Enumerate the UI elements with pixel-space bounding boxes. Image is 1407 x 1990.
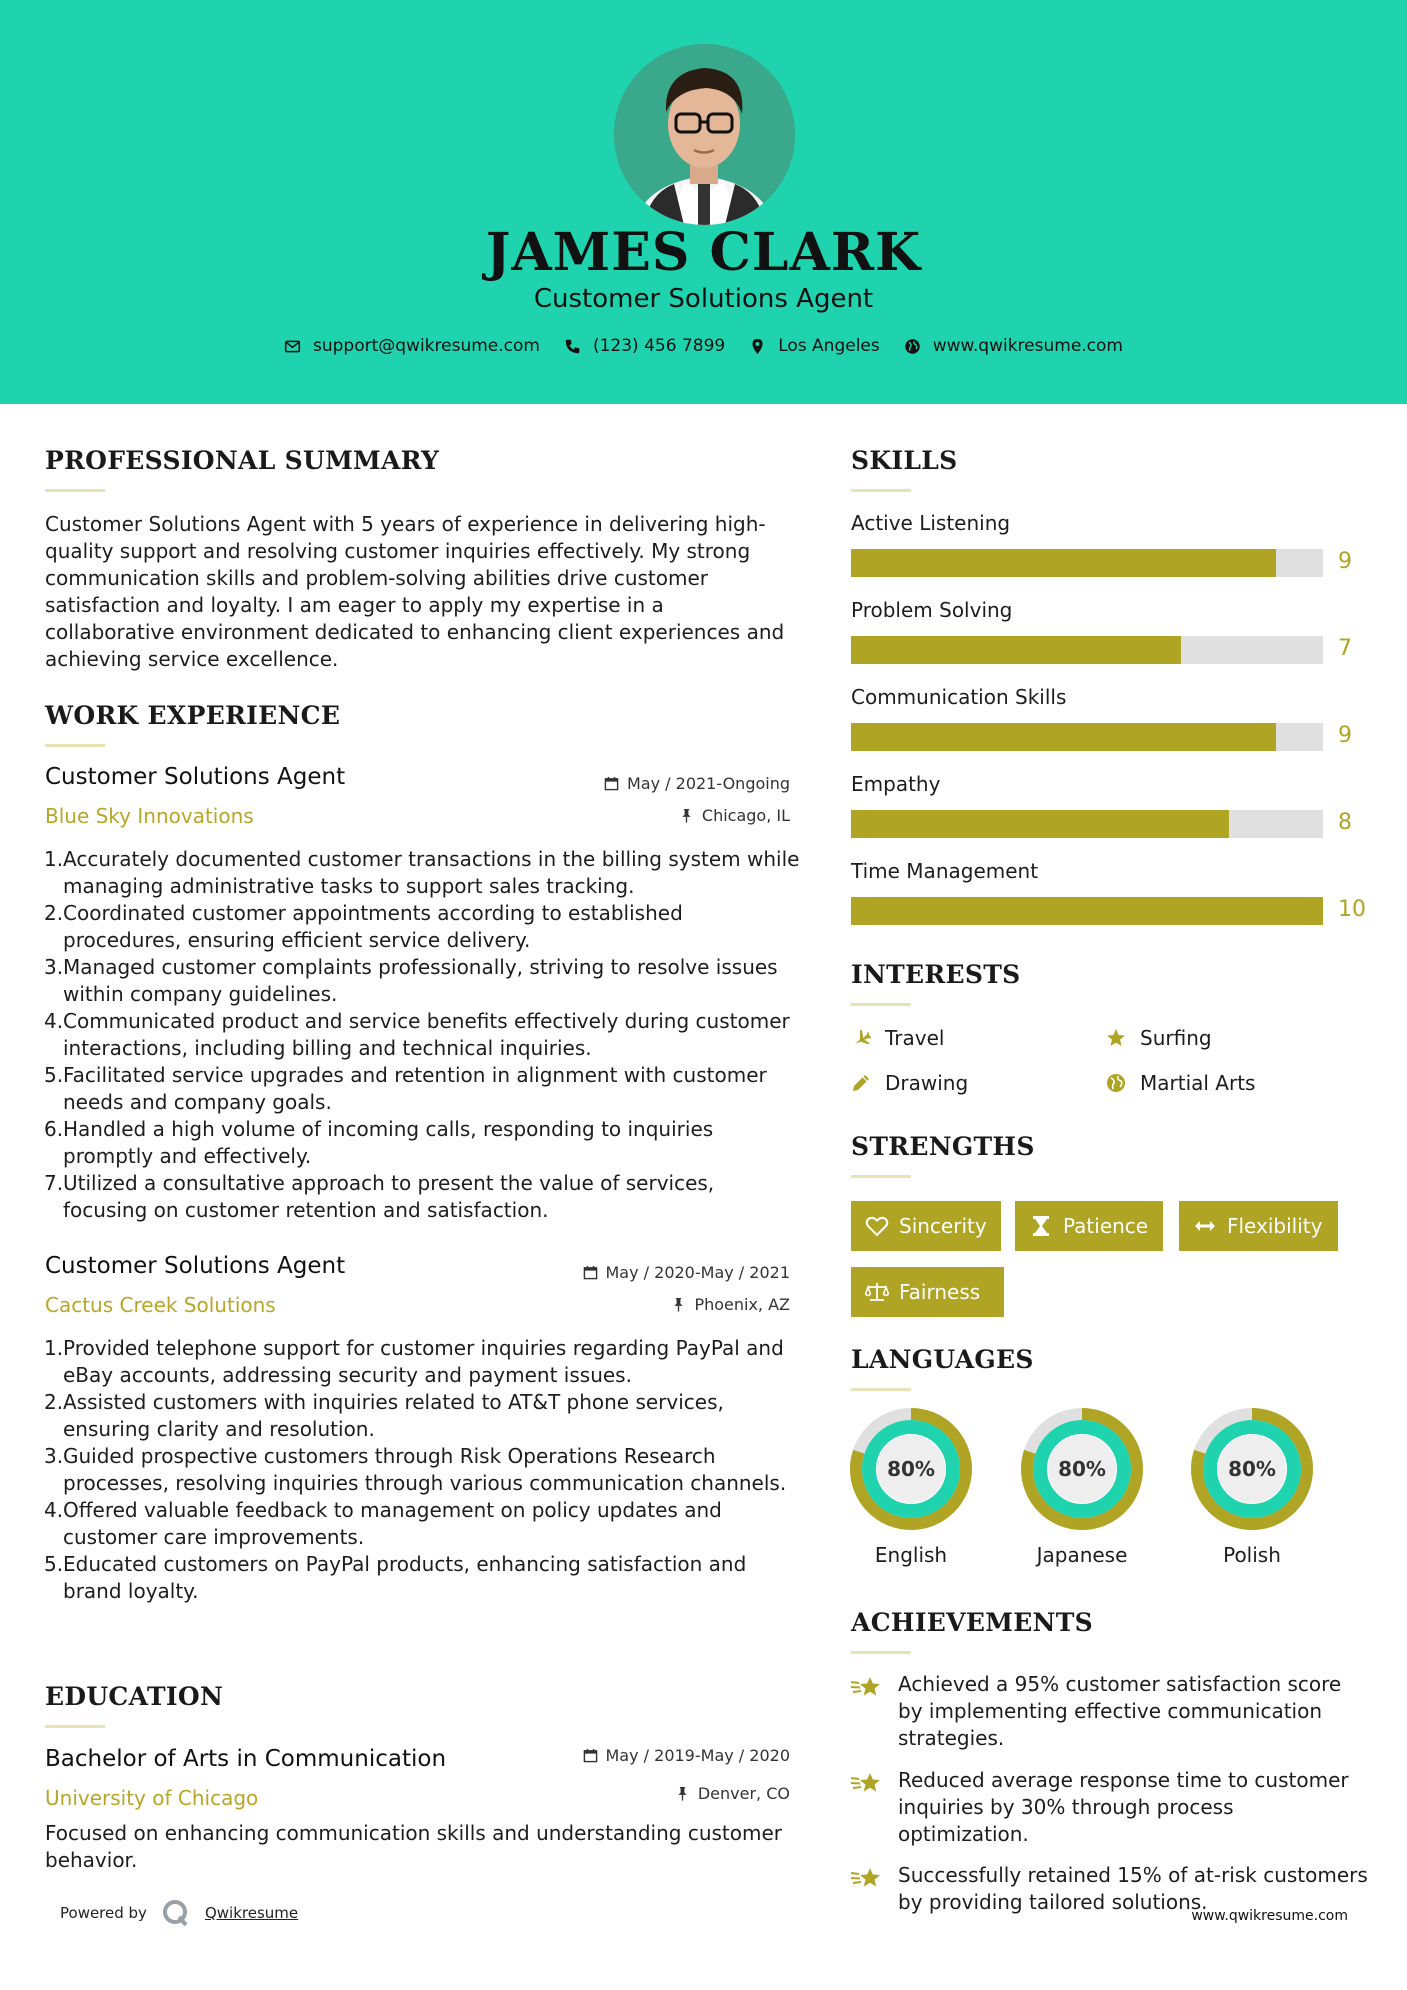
languages-rule [851, 1388, 911, 1391]
language-ring [849, 1407, 973, 1531]
language-item [1190, 1407, 1314, 1567]
language-percent: 80% [1228, 1457, 1276, 1481]
interest-label: Drawing [885, 1071, 969, 1095]
education-date [583, 1746, 791, 1765]
strength-flexibility [1179, 1201, 1338, 1251]
skill-value: 10 [1338, 897, 1366, 922]
calendar-icon [583, 1265, 598, 1280]
scale-icon [865, 1280, 889, 1304]
skills-rule [851, 489, 911, 492]
strength-label: Fairness [899, 1280, 981, 1304]
interest-label: Travel [885, 1026, 945, 1050]
language-name: English [874, 1543, 948, 1567]
language-percent: 80% [887, 1457, 935, 1481]
footer-branding [60, 1898, 298, 1928]
strength-label: Sincerity [899, 1214, 987, 1238]
language-name: Japanese [1036, 1543, 1128, 1567]
job-1-location [679, 806, 790, 825]
summary-rule [45, 489, 105, 492]
hourglass-icon [1029, 1214, 1053, 1238]
footer-site[interactable]: www.qwikresume.com [1191, 1908, 1348, 1924]
skill-bar-fill [851, 897, 1323, 925]
calendar-icon [583, 1748, 598, 1763]
list-item: Utilized a consultative approach to present the value of services, focusing on customer retention and satisfaction. [63, 1171, 715, 1222]
list-item: Communicated product and service benefits effectively during customer interactions, including billing and technical inquiries. [63, 1009, 790, 1060]
list-item: Managed customer complaints professionally, striving to resolve issues within company guidelines. [63, 955, 778, 1006]
skill-bar-track [851, 636, 1323, 664]
achievement-item [850, 1671, 1370, 1752]
skill-bar-fill [851, 810, 1229, 838]
strength-label: Patience [1063, 1214, 1149, 1238]
interest-label: Surfing [1140, 1026, 1212, 1050]
globe-icon [904, 338, 921, 355]
job-1-date-text: May / 2021-Ongoing [627, 774, 790, 793]
job-2-date-text: May / 2020-May / 2021 [605, 1263, 790, 1282]
star-icon [1106, 1028, 1126, 1048]
phone-icon [564, 338, 581, 355]
skill-label: Active Listening [851, 511, 1011, 535]
achievements-rule [851, 1651, 911, 1654]
job-2-location [671, 1295, 790, 1314]
summary-text: Customer Solutions Agent with 5 years of experience in delivering high-quality support and resolving customer inquiries effectively. My strong communication skills and problem-solving abilities drive customer satisfaction and loyalty. I am eager to apply my expertise in a collaborative environment dedicated to enhancing client experiences and achieving service excellence. [45, 512, 785, 671]
pushpin-icon [671, 1297, 686, 1312]
languages-heading: LANGUAGES [851, 1345, 1034, 1374]
language-name: Polish [1223, 1543, 1281, 1567]
achievement-text: Successfully retained 15% of at-risk customers by providing tailored solutions. [898, 1863, 1368, 1914]
education-date-text: May / 2019-May / 2020 [605, 1746, 790, 1765]
globe-icon [1106, 1073, 1126, 1093]
header-banner [0, 0, 1407, 404]
education-school: University of Chicago [45, 1786, 259, 1810]
language-item [849, 1407, 973, 1567]
strength-patience [1015, 1201, 1163, 1251]
shooting-star-icon [850, 1864, 884, 1894]
skill-bar-track [851, 549, 1323, 577]
strength-label: Flexibility [1227, 1214, 1323, 1238]
skill-bar-fill [851, 636, 1181, 664]
list-item: Facilitated service upgrades and retention in alignment with customer needs and company goals. [63, 1063, 767, 1114]
interest-label: Martial Arts [1140, 1071, 1256, 1095]
strengths-heading: STRENGTHS [851, 1132, 1035, 1161]
powered-by-text: Powered by [60, 1904, 147, 1922]
envelope-icon [284, 338, 301, 355]
shooting-star-icon [850, 1769, 884, 1799]
list-item: Educated customers on PayPal products, enhancing satisfaction and brand loyalty. [63, 1552, 747, 1603]
strength-sincerity [851, 1201, 1001, 1251]
candidate-title: Customer Solutions Agent [533, 284, 874, 314]
website-text: www.qwikresume.com [932, 336, 1123, 356]
list-item: Accurately documented customer transactions in the billing system while managing administrative tasks to support sales tracking. [63, 847, 800, 898]
plane-icon [851, 1028, 871, 1048]
achievements-heading: ACHIEVEMENTS [851, 1608, 1093, 1637]
interest-travel [851, 1026, 944, 1050]
candidate-name: JAMES CLARK [485, 222, 922, 283]
summary-heading: PROFESSIONAL SUMMARY [45, 446, 440, 475]
map-pin-icon [749, 338, 766, 355]
language-item [1020, 1407, 1144, 1567]
list-item: Provided telephone support for customer inquiries regarding PayPal and eBay accounts, addressing security and payment issues. [63, 1336, 784, 1387]
interest-drawing [851, 1071, 968, 1095]
language-ring [1020, 1407, 1144, 1531]
job-1-bullets [45, 846, 800, 1224]
skill-bar-fill [851, 723, 1276, 751]
skills-heading: SKILLS [851, 446, 958, 475]
list-item: Handled a high volume of incoming calls, responding to inquiries promptly and effectively. [63, 1117, 714, 1168]
job-2-date [583, 1263, 791, 1282]
experience-rule [45, 744, 105, 747]
contact-bar [0, 336, 1407, 356]
contact-email[interactable] [284, 336, 540, 356]
interests-heading: INTERESTS [851, 960, 1021, 989]
email-text: support@qwikresume.com [313, 336, 540, 356]
list-item: Guided prospective customers through Risk Operations Research processes, resolving inquiries through various communication channels. [63, 1444, 787, 1495]
contact-phone[interactable] [564, 336, 725, 356]
education-heading: EDUCATION [45, 1682, 224, 1711]
list-item: Offered valuable feedback to management on policy updates and customer care improvements. [63, 1498, 722, 1549]
interest-surfing [1106, 1026, 1212, 1050]
job-1-date [604, 774, 790, 793]
profile-photo [614, 44, 795, 225]
education-rule [45, 1725, 105, 1728]
job-1-location-text: Chicago, IL [701, 806, 790, 825]
strengths-rule [851, 1175, 911, 1178]
job-2-title: Customer Solutions Agent [45, 1253, 346, 1279]
job-1-company: Blue Sky Innovations [45, 804, 254, 828]
shooting-star-icon [850, 1673, 884, 1703]
skill-label: Communication Skills [851, 685, 1067, 709]
education-location [675, 1784, 790, 1803]
list-item: Coordinated customer appointments according to established procedures, ensuring efficient service delivery. [63, 901, 683, 952]
heart-icon [865, 1214, 889, 1238]
contact-location [749, 336, 880, 356]
pushpin-icon [679, 808, 694, 823]
interests-rule [851, 1003, 911, 1006]
language-percent: 80% [1058, 1457, 1106, 1481]
skill-bar-track [851, 810, 1323, 838]
language-ring [1190, 1407, 1314, 1531]
skill-value: 7 [1338, 636, 1352, 661]
job-2-company: Cactus Creek Solutions [45, 1293, 276, 1317]
education-description: Focused on enhancing communication skills and understanding customer behavior. [45, 1821, 783, 1872]
skill-label: Problem Solving [851, 598, 1013, 622]
location-text: Los Angeles [778, 336, 880, 356]
qwikresume-link[interactable]: Qwikresume [204, 1904, 299, 1922]
pushpin-icon [675, 1786, 690, 1801]
contact-website[interactable] [904, 336, 1123, 356]
skill-label: Time Management [851, 859, 1039, 883]
skill-label: Empathy [851, 772, 941, 796]
experience-heading: WORK EXPERIENCE [45, 701, 341, 730]
qwikresume-logo-icon [161, 1898, 191, 1928]
skill-bar-fill [851, 549, 1276, 577]
education-degree: Bachelor of Arts in Communication [45, 1746, 447, 1772]
achievement-text: Achieved a 95% customer satisfaction score by implementing effective communication strategies. [898, 1672, 1342, 1750]
job-1-title: Customer Solutions Agent [45, 764, 346, 790]
arrows-icon [1193, 1214, 1217, 1238]
strength-fairness [851, 1267, 1004, 1317]
pencil-icon [851, 1073, 871, 1093]
calendar-icon [604, 776, 619, 791]
job-2-location-text: Phoenix, AZ [694, 1295, 790, 1314]
skill-value: 9 [1338, 549, 1352, 574]
achievement-item [850, 1767, 1370, 1848]
interest-martial-arts [1106, 1071, 1255, 1095]
skill-value: 8 [1338, 810, 1352, 835]
education-location-text: Denver, CO [697, 1784, 790, 1803]
skill-bar-track [851, 897, 1323, 925]
skill-value: 9 [1338, 723, 1352, 748]
job-2-bullets [45, 1335, 800, 1605]
achievement-text: Reduced average response time to customer inquiries by 30% through process optimization. [898, 1768, 1349, 1846]
phone-text: (123) 456 7899 [592, 336, 726, 356]
list-item: Assisted customers with inquiries related to AT&T phone services, ensuring clarity and resolution. [63, 1390, 724, 1441]
skill-bar-track [851, 723, 1323, 751]
